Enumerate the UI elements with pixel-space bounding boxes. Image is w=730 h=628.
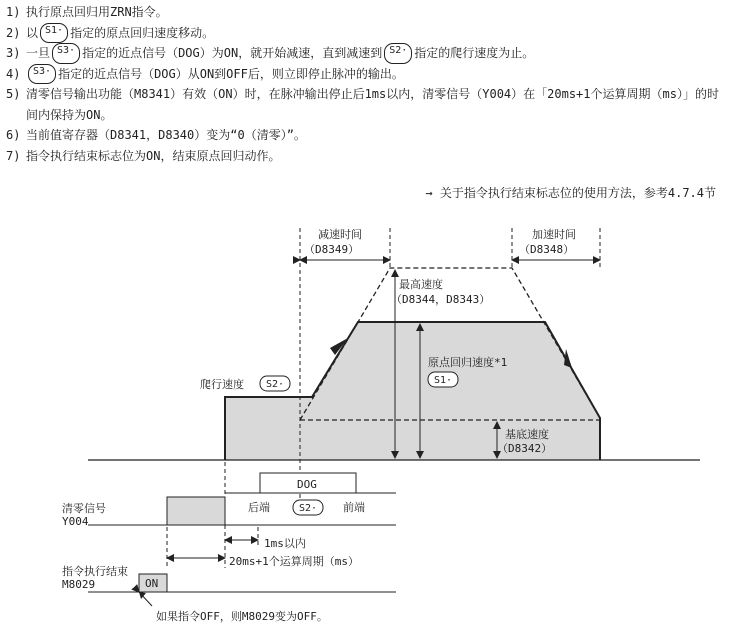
clear-signal-pulse	[167, 497, 225, 525]
step-text: 当前值寄存器（D8341，D8340）变为“0（清零）”。	[26, 128, 306, 142]
step-text: 执行原点回归用ZRN指令。	[26, 5, 168, 19]
step-number: 1)	[6, 5, 21, 19]
m8029-note: 如果指令OFF，则M8029变为OFF。	[156, 610, 328, 623]
within-1ms-label: 1ms以内	[264, 537, 306, 550]
s3-operand-badge: S3·	[52, 43, 80, 64]
step-text: 清零信号输出功能（M8341）有效（ON）时，在脉冲输出停止后1ms以内，清零信号（Y004）在「20ms+1个运算周期（ms）」的时间内保持为ON。	[26, 87, 719, 122]
step-text: 以	[26, 25, 39, 40]
home-speed-tag: S1·	[434, 375, 453, 386]
creep-speed-tag: S2·	[266, 379, 285, 390]
step-number: 7)	[6, 148, 21, 163]
step-number: 2)	[6, 25, 21, 40]
max-speed-label: 最高速度	[399, 278, 443, 291]
creep-speed-label: 爬行速度	[200, 378, 244, 391]
exec-end-on-label: ON	[145, 577, 159, 590]
step-text: 指定的近点信号（DOG）从ON到OFF后，则立即停止脉冲的输出。	[58, 66, 404, 81]
direction-arrow-right	[564, 349, 572, 368]
exec-end-m8029: M8029	[62, 578, 96, 591]
step-number: 6)	[6, 128, 21, 142]
step-text: 指定的原点回归速度移动。	[70, 25, 215, 40]
step-number: 5)	[6, 87, 21, 101]
step-text: 指令执行结束标志位为ON，结束原点回归动作。	[26, 148, 281, 163]
step-text: 指定的爬行速度为止。	[414, 46, 535, 60]
s3-operand-badge: S3·	[28, 64, 56, 85]
exec-end-label: 指令执行结束	[62, 565, 128, 578]
base-speed-register: （D8342）	[497, 442, 553, 455]
s1-operand-badge: S1·	[40, 23, 68, 44]
step-number: 4)	[6, 66, 21, 81]
decel-time-label: 减速时间	[318, 228, 362, 241]
clear-signal-label: 清零信号	[62, 502, 106, 515]
dog-label: DOG	[297, 478, 317, 491]
s2-operand-badge: S2·	[384, 43, 412, 64]
step-text: 指定的近点信号（DOG）为ON，就开始减速，直到减速到	[82, 46, 383, 60]
decel-time-register: （D8349）	[304, 243, 360, 256]
home-speed-label: 原点回归速度*1	[428, 356, 508, 369]
step-number: 3)	[6, 46, 21, 60]
accel-time-label: 加速时间	[532, 228, 576, 241]
max-speed-register: （D8344，D8343）	[391, 293, 491, 306]
step-text: 一旦	[26, 46, 51, 60]
front-end-label: 前端	[343, 501, 365, 514]
accel-time-register: （D8348）	[519, 243, 575, 256]
base-speed-label: 基底速度	[505, 428, 549, 441]
clear-signal-y004: Y004	[62, 515, 89, 528]
dog-tag: S2·	[299, 503, 318, 514]
reference-note: → 关于指令执行结束标志位的使用方法，参考4.7.4节	[425, 186, 716, 200]
rear-end-label: 后端	[248, 501, 270, 514]
duration-label: 20ms+1个运算周期（ms）	[229, 555, 359, 568]
